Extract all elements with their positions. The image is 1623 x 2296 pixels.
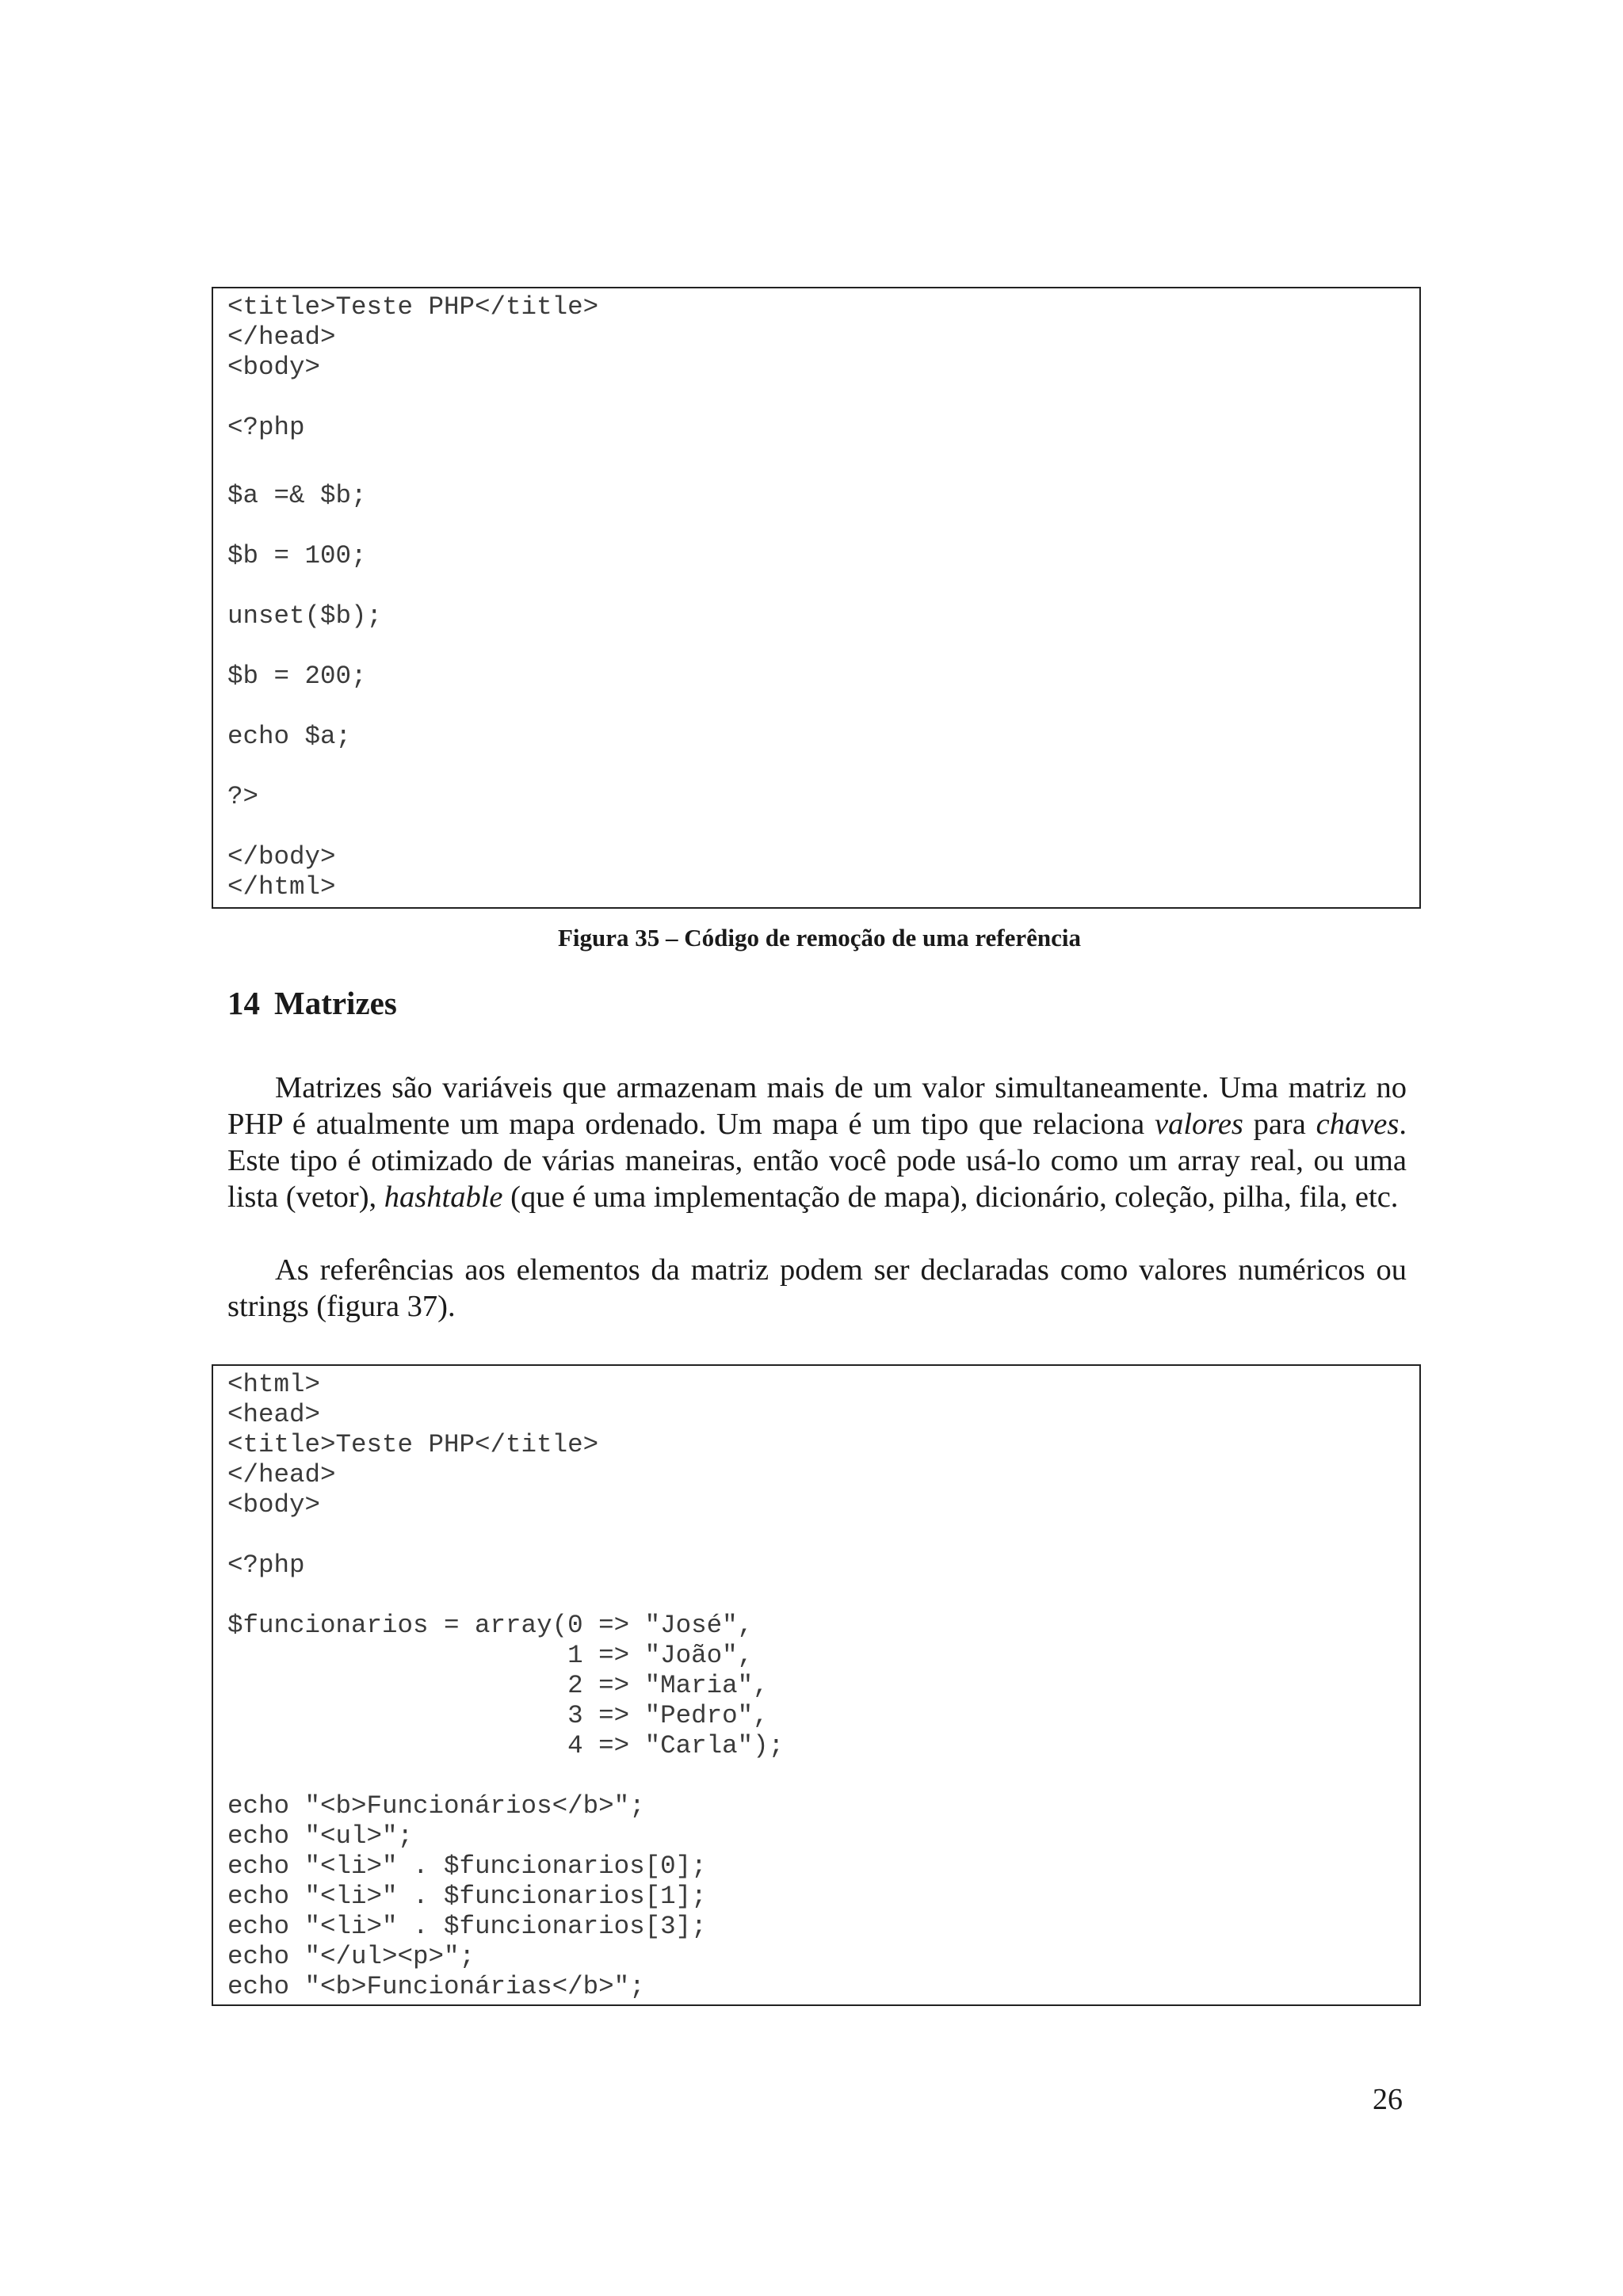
code-line: 2 => "Maria", — [227, 1671, 769, 1700]
code-line: </body> — [227, 842, 336, 871]
code-line: <html> — [227, 1370, 321, 1399]
paragraph-italic: valores — [1155, 1108, 1243, 1141]
code-line: echo "<ul>"; — [227, 1821, 414, 1851]
code-line: echo "<li>" . $funcionarios[3]; — [227, 1912, 707, 1941]
code-listing-2 — [213, 1366, 1419, 2002]
paragraph-text: Matrizes são variáveis que armazenam mais de um valor simultaneamente. Uma matriz no PHP é atualmente um mapa ordenado. Um mapa é um tipo que relaciona — [227, 1071, 1407, 1141]
code-line: $funcionarios = array(0 => "José", — [227, 1611, 754, 1640]
code-line: echo "<li>" . $funcionarios[0]; — [227, 1852, 707, 1881]
paragraph-matrices-definition — [227, 1070, 1407, 1215]
page-break-mark-right — [1419, 440, 1421, 479]
paragraph-italic: chaves — [1316, 1108, 1400, 1141]
code-line: <body> — [227, 1490, 321, 1520]
code-line: <body> — [227, 353, 321, 382]
code-line: <title>Teste PHP</title> — [227, 292, 599, 322]
code-line: echo "</ul><p>"; — [227, 1942, 475, 1971]
code-listing-1 — [213, 288, 1419, 902]
paragraph-text: . Este tipo é otimizado de várias maneiras, então você pode usá-lo como um array real, ou uma lista (vetor), — [227, 1108, 1407, 1214]
page-number: 26 — [1373, 2083, 1403, 2116]
page-break-mark-left — [212, 440, 213, 479]
paragraph-italic: hashtable — [384, 1180, 503, 1214]
code-line: <head> — [227, 1400, 321, 1429]
code-line: </html> — [227, 872, 336, 902]
code-line: 4 => "Carla"); — [227, 1731, 785, 1760]
section-title: Matrizes — [274, 985, 397, 1021]
section-heading — [227, 984, 397, 1022]
code-line: echo "<li>" . $funcionarios[1]; — [227, 1882, 707, 1911]
paragraph-text: (que é uma implementação de mapa), dicionário, coleção, pilha, fila, etc. — [502, 1180, 1399, 1214]
code-line: $b = 100; — [227, 541, 367, 570]
code-line: echo $a; — [227, 722, 352, 751]
code-line: echo "<b>Funcionárias</b>"; — [227, 1972, 645, 2001]
code-line: <title>Teste PHP</title> — [227, 1430, 599, 1459]
code-line: ?> — [227, 782, 259, 811]
code-line: 3 => "Pedro", — [227, 1701, 769, 1730]
code-line: <?php — [227, 413, 305, 442]
code-line: </head> — [227, 322, 336, 352]
section-number: 14 — [227, 985, 260, 1021]
code-block-reference-removal — [212, 287, 1421, 909]
figure-caption: Figura 35 – Código de remoção de uma referência — [557, 924, 1082, 952]
code-line: $b = 200; — [227, 662, 367, 691]
paragraph-text: para — [1243, 1108, 1316, 1141]
paragraph-references: As referências aos elementos da matriz podem ser declaradas como valores numéricos ou strings (figura 37). — [227, 1253, 1407, 1323]
code-line: 1 => "João", — [227, 1641, 754, 1670]
code-line: echo "<b>Funcionários</b>"; — [227, 1791, 645, 1821]
code-line: </head> — [227, 1460, 336, 1489]
code-line: $a =& $b; — [227, 481, 367, 510]
code-block-array-example — [212, 1364, 1421, 2006]
code-line: <?php — [227, 1550, 305, 1580]
code-line: unset($b); — [227, 601, 383, 631]
